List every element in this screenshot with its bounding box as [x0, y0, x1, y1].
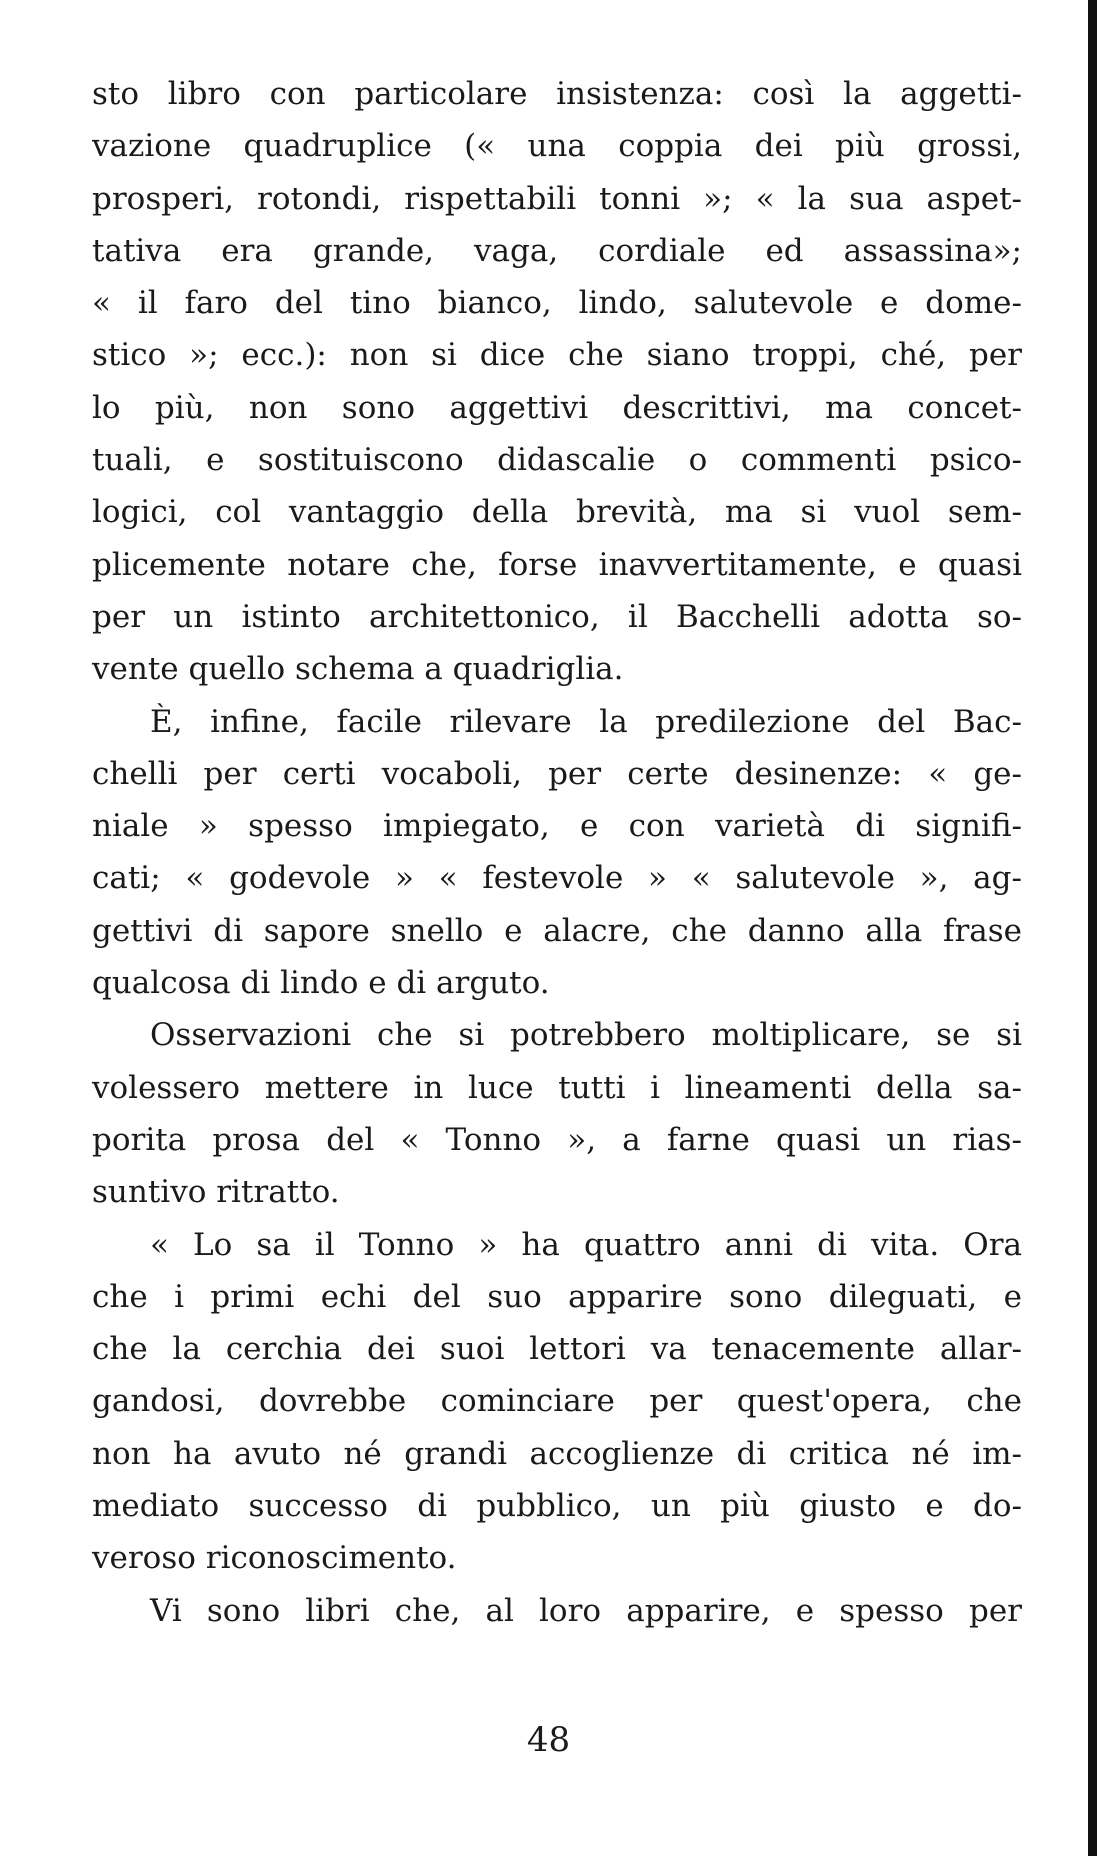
- text-line: per un istinto architettonico, il Bacchelli adotta so-: [92, 598, 1022, 635]
- text-line: È, infine, facile rilevare la predilezione del Bac-: [150, 703, 1022, 740]
- text-line: vente quello schema a quadriglia.: [92, 651, 624, 688]
- text-line: non ha avuto né grandi accoglienze di critica né im-: [92, 1435, 1022, 1472]
- scan-edge: [1088, 0, 1097, 1856]
- text-line: stico »; ecc.): non si dice che siano troppi, ché, per: [92, 337, 1022, 374]
- text-line: volessero mettere in luce tutti i lineamenti della sa-: [92, 1069, 1022, 1106]
- text-line: gandosi, dovrebbe cominciare per quest'opera, che: [92, 1383, 1022, 1420]
- body-text: [92, 68, 1022, 1637]
- text-line: plicemente notare che, forse inavvertitamente, e quasi: [92, 546, 1022, 583]
- text-line: tuali, e sostituiscono didascalie o commenti psico-: [92, 442, 1022, 479]
- text-line: Vi sono libri che, al loro apparire, e spesso per: [150, 1592, 1022, 1629]
- text-line: qualcosa di lindo e di arguto.: [92, 965, 550, 1002]
- text-line: suntivo ritratto.: [92, 1174, 340, 1211]
- text-line: mediato successo di pubblico, un più giusto e do-: [92, 1488, 1022, 1525]
- text-line: « Lo sa il Tonno » ha quattro anni di vita. Ora: [150, 1226, 1022, 1263]
- text-line: che la cerchia dei suoi lettori va tenacemente allar-: [92, 1331, 1022, 1368]
- text-line: logici, col vantaggio della brevità, ma si vuol sem-: [92, 494, 1022, 531]
- page-number: 48: [526, 1720, 571, 1760]
- text-line: vazione quadruplice (« una coppia dei più grossi,: [92, 128, 1022, 165]
- text-line: che i primi echi del suo apparire sono dileguati, e: [92, 1278, 1022, 1315]
- text-line: tativa era grande, vaga, cordiale ed assassina»;: [92, 232, 1022, 269]
- text-line: lo più, non sono aggettivi descrittivi, ma concet-: [92, 389, 1022, 426]
- text-line: niale » spesso impiegato, e con varietà di signifi-: [92, 808, 1022, 845]
- text-line: prosperi, rotondi, rispettabili tonni »; « la sua aspet-: [92, 180, 1022, 217]
- text-line: porita prosa del « Tonno », a farne quasi un rias-: [92, 1121, 1022, 1158]
- text-line: cati; « godevole » « festevole » « salutevole », ag-: [92, 860, 1022, 897]
- text-line: Osservazioni che si potrebbero moltiplicare, se si: [150, 1017, 1022, 1054]
- text-line: « il faro del tino bianco, lindo, salutevole e dome-: [92, 285, 1022, 322]
- text-line: sto libro con particolare insistenza: così la aggetti-: [92, 76, 1022, 112]
- text-line: gettivi di sapore snello e alacre, che danno alla frase: [92, 912, 1022, 949]
- text-line: veroso riconoscimento.: [92, 1540, 457, 1577]
- text-line: chelli per certi vocaboli, per certe desinenze: « ge-: [92, 755, 1022, 792]
